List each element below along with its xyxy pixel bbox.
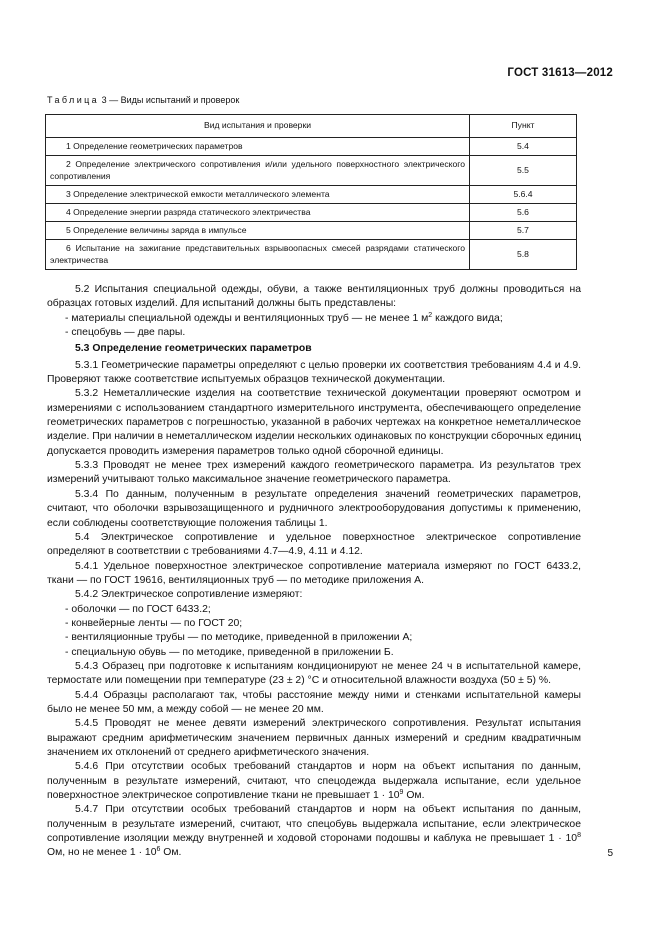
- row-point: 5.8: [470, 240, 577, 270]
- row-point: 5.6: [470, 204, 577, 222]
- document-body: [47, 283, 581, 861]
- row-text: 1 Определение геометрических параметров: [66, 140, 243, 151]
- section-heading-5-3: 5.3 Определение геометрических параметров: [75, 343, 312, 355]
- paragraph-5-3-4: 5.3.4 По данным, полученным в результате определения значений геометрических параметров, считают, что оболочки взрывозащищенного и рудничного электрооборудования допустимы к применению, если соблюдены соответствующие положения таблицы 1.: [47, 488, 581, 529]
- paragraph-5-4: 5.4 Электрическое сопротивление и удельное поверхностное электрическое сопротивление определяют в соответствии с требованиями 4.7—4.9, 4.11 и 4.12.: [47, 531, 581, 558]
- paragraph-5-3-2: 5.3.2 Неметаллические изделия на соответствие технической документации проверяют осмотром и измерениями с использованием стандартного измерительного инструмента, обеспечивающего определение геометрических параметров с погрешностью, указанной в рабочих чертежах на конкретное неметаллическое изделие. При наличии в неметаллическом изделии нескольких одинаковых по конструкции сборочных единиц допускается проводить измерения параметров только одной сборочной единицы.: [47, 388, 582, 457]
- tests-table: [45, 114, 577, 270]
- paragraph-5-4-5: 5.4.5 Проводят не менее девяти измерений электрического сопротивления. Результат испытания выражают средним арифметическим значением первичных данных измерений и средним квадратичным значением их отклонений от среднего арифметического значения.: [47, 718, 581, 758]
- row-text: 4 Определение энергии разряда статического электричества: [66, 206, 311, 217]
- table-row: [46, 222, 577, 240]
- paragraph-5-4-6: 5.4.6 При отсутствии особых требований стандартов и норм на объект испытания по данным, полученным в результате измерений, считают, что спецодежда выдержала испытание, если удельное поверхностное электрическое сопротивление ткани не превышает $1 \cdot 10^9$ Ом.: [47, 761, 581, 802]
- table-row: [46, 138, 577, 156]
- table-caption-title: 3 — Виды испытаний и проверок: [99, 95, 240, 105]
- row-point: 5.4: [470, 138, 577, 156]
- paragraph-5-2: 5.2 Испытания специальной одежды, обуви, а также вентиляционных труб должны проводиться на образцах готовых изделий. Для испытаний должны быть представлены:: [47, 284, 581, 310]
- row-text: 5 Определение величины заряда в импульсе: [66, 224, 247, 235]
- paragraph-5-3-3: 5.3.3 Проводят не менее трех измерений каждого геометрического параметра. Из результатов трех измерений учитывают только максимальное значение геометрического параметра.: [47, 460, 581, 486]
- table-caption: [47, 95, 239, 105]
- paragraph-5-4-2: 5.4.2 Электрическое сопротивление измеряют:: [75, 589, 303, 601]
- table-row: [46, 240, 577, 270]
- page-number: 5: [607, 848, 613, 859]
- bullet-item: - спецобувь — две пары.: [65, 327, 186, 339]
- table-row: [46, 156, 577, 186]
- table-row: [46, 204, 577, 222]
- paragraph-5-4-1: 5.4.1 Удельное поверхностное электрическое сопротивление материала измеряют по ГОСТ 6433.2, ткани — по ГОСТ 19616, вентиляционных труб — по методике приложения А.: [47, 560, 581, 586]
- bullet-item: - вентиляционные трубы — по методике, приведенной в приложении А;: [65, 632, 413, 644]
- bullet-item: - материалы специальной одежды и вентиляционных труб — не менее 1 $м^2$ каждого вида;: [65, 311, 503, 324]
- paragraph-5-4-3: 5.4.3 Образец при подготовке к испытаниям кондиционируют не менее 24 ч в испытательной камере, термостате или помещении при температуре (23 ± 2) °С и относительной влажности воздуха (50 ± 5) %.: [47, 660, 581, 687]
- row-point: 5.6.4: [470, 186, 577, 204]
- table-row: [46, 186, 577, 204]
- row-text: 6 Испытание на зажигание представительных взрывоопасных смесей разрядами статического электричества: [50, 243, 465, 265]
- paragraph-5-3-1: 5.3.1 Геометрические параметры определяют с целью проверки их соответствия требованиям 4.4 и 4.9. Проверяют также соответствие испытуемых образцов технической документации.: [47, 359, 581, 386]
- paragraph-5-4-4: 5.4.4 Образцы располагают так, чтобы расстояние между ними и стенками испытательной камеры было не менее 50 мм, а между собой — не менее 20 мм.: [47, 689, 581, 715]
- row-text: 3 Определение электрической емкости металлического элемента: [66, 188, 330, 199]
- bullet-item: - оболочки — по ГОСТ 6433.2;: [65, 603, 211, 615]
- table-header-row: [46, 115, 577, 138]
- column-header-point: Пункт: [470, 115, 577, 138]
- column-header-name: Вид испытания и проверки: [46, 115, 470, 138]
- row-point: 5.7: [470, 222, 577, 240]
- bullet-item: - специальную обувь — по методике, приведенной в приложении Б.: [65, 646, 394, 658]
- bullet-item: - конвейерные ленты — по ГОСТ 20;: [65, 617, 243, 629]
- document-header: ГОСТ 31613—2012: [507, 67, 613, 79]
- row-text: 2 Определение электрического сопротивления и/или удельного поверхностного электрического сопротивления: [50, 159, 465, 181]
- paragraph-5-4-7: 5.4.7 При отсутствии особых требований стандартов и норм на объект испытания по данным, полученным в результате измерений, считают, что спецобувь выдержала испытание, если электрическое сопротивление изоляции между внутренней и ходовой сторонами подошвы и каблука не превышает $1 \cdot 10^8$ Ом, но не менее $1 \cdot 10^6$ Ом.: [47, 804, 581, 859]
- table-caption-label: Таблица: [47, 95, 100, 105]
- row-point: 5.5: [470, 156, 577, 186]
